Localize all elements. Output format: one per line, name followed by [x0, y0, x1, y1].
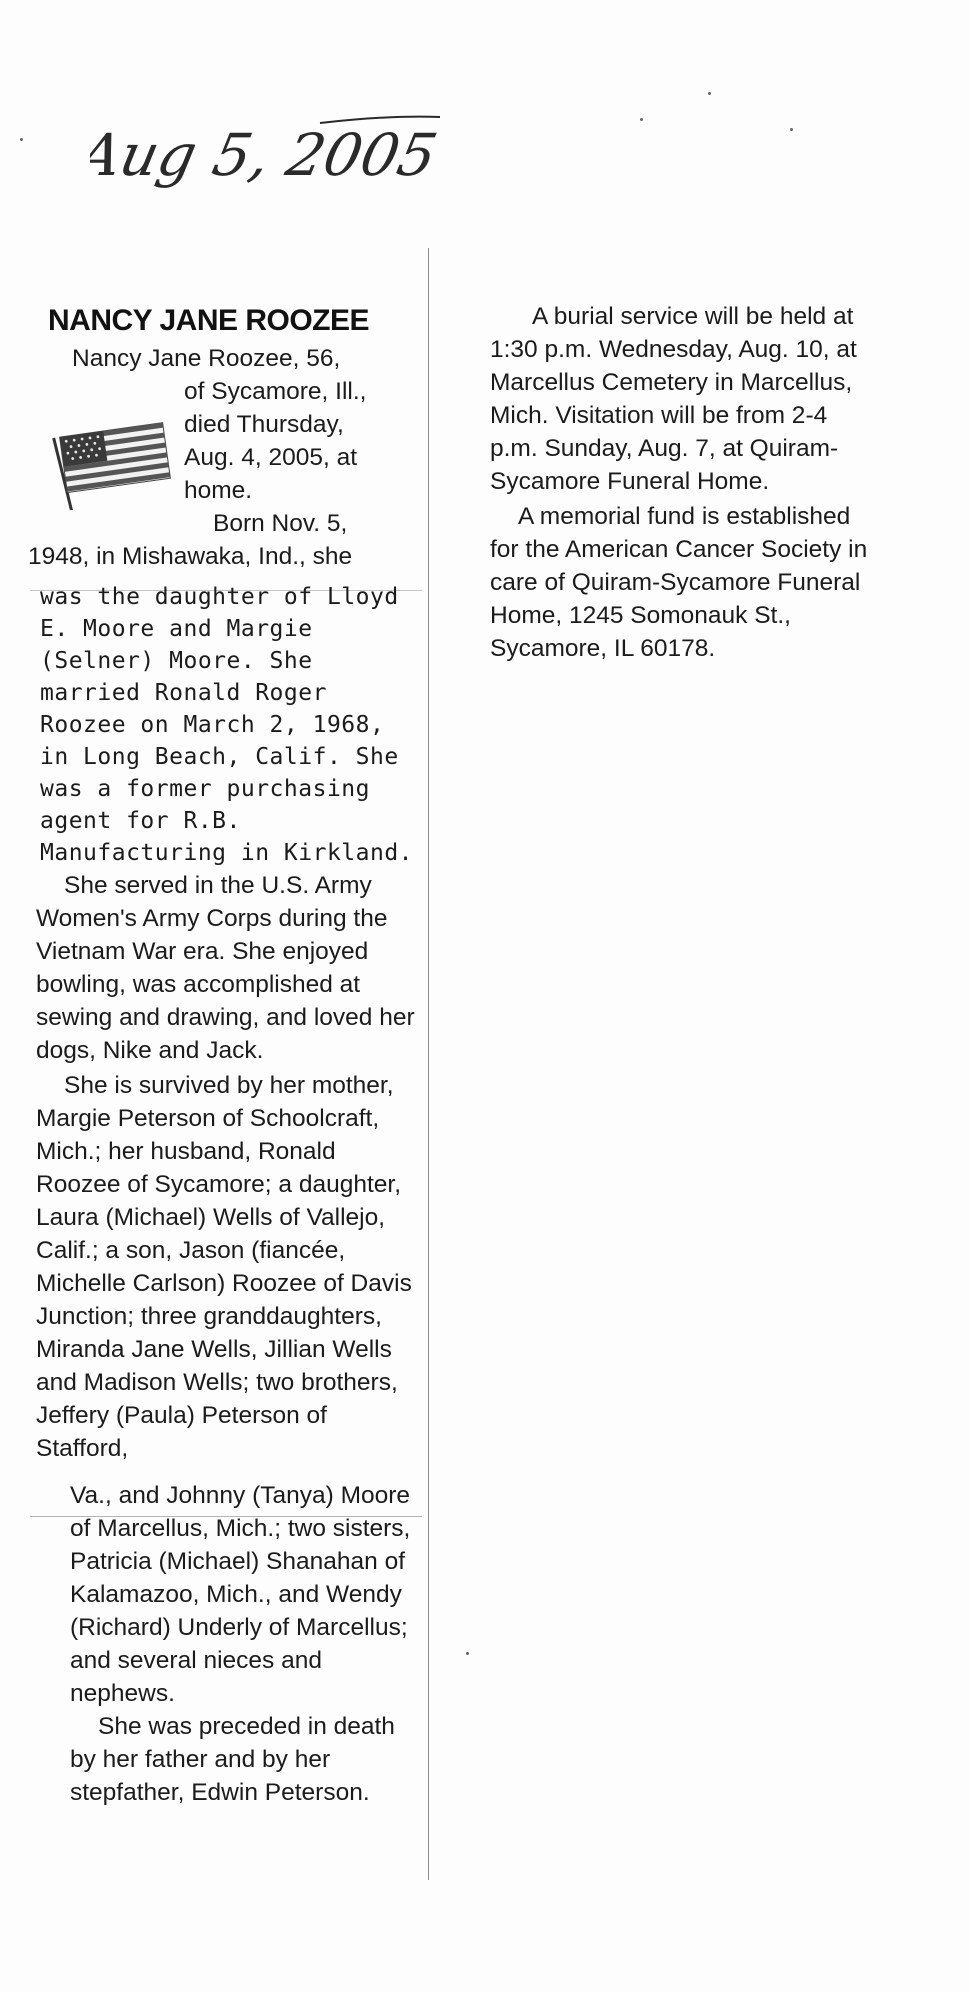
obituary-continued-block — [28, 1465, 428, 1809]
obituary-headline: NANCY JANE ROOZEE — [48, 304, 370, 337]
obituary-right-column — [490, 300, 880, 665]
scan-speck — [708, 92, 711, 95]
intro-line: Aug. 4, 2005, at — [184, 444, 357, 471]
obituary-paragraph-service: She served in the U.S. Army Women's Army Corps during the Vietnam War era. She enjoyed bowling, was accomplished at sewing and drawing, and loved her dogs, Nike and Jack. — [36, 872, 415, 1064]
obituary-left-column — [28, 290, 428, 1809]
obituary-paragraph-parents: was the daughter of Lloyd E. Moore and Margie (Selner) Moore. She married Ronald Roger Roozee on March 2, 1968, in Long Beach, Calif. She was a former purchasing agent for R.B. Manufacturing in Kirkland. — [40, 584, 414, 866]
intro-line: Nancy Jane Roozee, 56, — [72, 345, 341, 372]
obituary-paragraph-survivors: She is survived by her mother, Margie Peterson of Schoolcraft, Mich.; her husband, Ronald Roozee of Sycamore; a daughter, Laura (Michael) Wells of Vallejo, Calif.; a son, Jason (fiancée, Michelle Carlson) Roozee of Davis Junction; three granddaughters, Miranda Jane Wells, Jillian Wells and Madison Wells; two brothers, Jeffery (Paula) Peterson of Stafford, — [36, 1072, 412, 1462]
intro-line: of Sycamore, Ill., — [184, 378, 367, 405]
scan-speck — [466, 1652, 469, 1655]
american-flag-icon — [52, 420, 174, 510]
obituary-intro — [28, 342, 428, 573]
scan-speck — [640, 118, 643, 121]
obituary-paragraph-memorial: A memorial fund is established for the American Cancer Society in care of Quiram-Sycamore Funeral Home, 1245 Somonauk St., Sycamore, IL 60178. — [490, 503, 868, 662]
scan-speck — [790, 128, 793, 131]
handwritten-date-text: Aug 5, 2005 — [90, 121, 443, 189]
handwritten-date — [90, 105, 470, 215]
intro-line: 1948, in Mishawaka, Ind., she — [28, 543, 353, 570]
obituary-paragraph-survivors-continued: Va., and Johnny (Tanya) Moore of Marcellus, Mich.; two sisters, Patricia (Michael) Shanahan of Kalamazoo, Mich., and Wendy (Richard) Underly of Marcellus; and several nieces and nephews. — [70, 1482, 411, 1707]
obituary-parents-block — [28, 575, 428, 869]
obituary-paragraph-preceded: She was preceded in death by her father and by her stepfather, Edwin Peterson. — [70, 1713, 395, 1806]
handwritten-date-drawing — [90, 105, 470, 215]
clipping-edge-right — [428, 248, 429, 1880]
obituary-paragraph-burial: A burial service will be held at 1:30 p.m. Wednesday, Aug. 10, at Marcellus Cemetery in Marcellus, Mich. Visitation will be from 2-4 p.m. Sunday, Aug. 7, at Quiram-Sycamore Funeral Home. — [490, 303, 857, 495]
intro-line: home. — [184, 477, 253, 504]
intro-line: died Thursday, — [184, 411, 344, 438]
scan-speck — [20, 138, 23, 141]
intro-line: Born Nov. 5, — [213, 510, 348, 537]
obituary-body-block — [28, 869, 428, 1465]
